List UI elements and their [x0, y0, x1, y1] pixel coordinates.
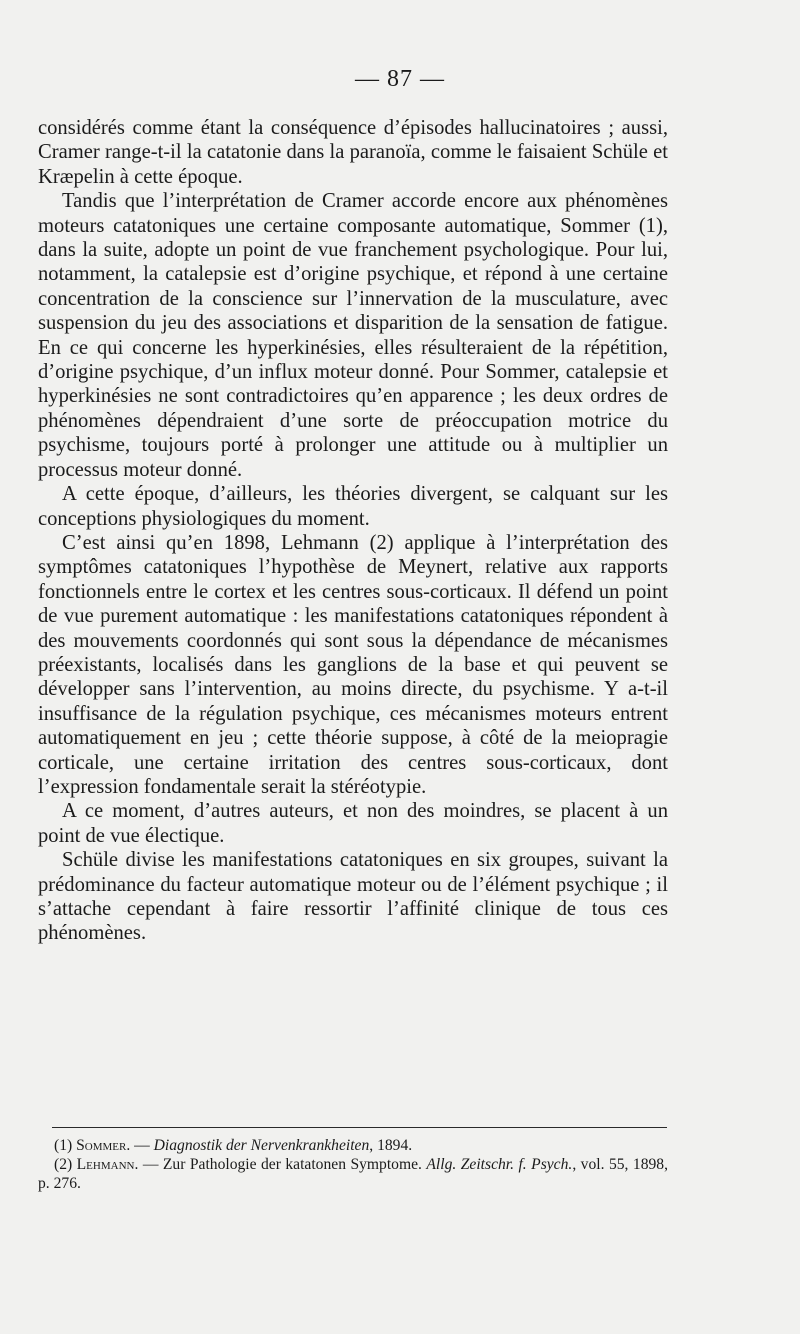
- paragraph-5: A ce moment, d’autres auteurs, et non des moindres, se placent à un point de vue électique.: [38, 800, 668, 847]
- paragraph-1: considérés comme étant la conséquence d’épisodes hallucinatoires ; aussi, Cramer range-t-il la catatonie dans la paranoïa, comme le faisaient Schüle et Kræpelin à cette époque.: [38, 117, 668, 188]
- paragraph-4: C’est ainsi qu’en 1898, Lehmann (2) applique à l’interprétation des symptômes catatoniques l’hypothèse de Meynert, relative aux rapports fonctionnels entre le cortex et les centres sous-corticaux. Il défend un point de vue purement automatique : les manifestations catatoniques répondent à des mouvements coordonnés qui sont sous la dépendance de mécanismes préexistants, localisés dans les ganglions de la base et qui peuvent se développer sans l’intervention, au moins directe, du psychisme. Y a-t-il insuffisance de la régulation psychique, ces mécanismes moteurs entrent automatiquement en jeu ; cette théorie suppose, à côté de la meiopragie corticale, une certaine irritation des centres sous-corticaux, dont l’expression fondamentale serait la stéréotypie.: [38, 531, 668, 798]
- paragraph-2: Tandis que l’interprétation de Cramer accorde encore aux phénomènes moteurs catatoniques une certaine composante automatique, Sommer (1), dans la suite, adopte un point de vue franchement psychologique. Pour lui, notamment, la catalepsie est d’origine psychique, et répond à une certaine concentration de la conscience sur l’innervation de la musculature, avec suspension du jeu des associations et disparition de la sensation de fatigue. En ce qui concerne les hyperkinésies, elles résulteraient de la répétition, d’origine psychique, d’un influx moteur donné. Pour Sommer, catalepsie et hyperkinésies ne sont contradictoires qu’en apparence ; les deux ordres de phénomènes dépendraient d’une sorte de préoccupation motrice du psychisme, toujours porté à prolonger une attitude ou à multiplier un processus moteur donné.: [38, 190, 668, 481]
- footnote-details: , vol. 55, 1898, p. 276.: [38, 1156, 668, 1192]
- footnote-divider: [52, 1127, 667, 1128]
- body-text: [38, 116, 668, 946]
- page-number: — 87 —: [355, 66, 445, 92]
- footnote-1: [38, 1136, 668, 1155]
- footnotes: [38, 1136, 668, 1193]
- footnote-author: Lehmann.: [76, 1156, 139, 1173]
- footnote-2: [38, 1155, 668, 1193]
- footnote-author: Sommer.: [76, 1137, 131, 1154]
- footnote-journal: Allg. Zeitschr. f. Psych.: [426, 1156, 573, 1173]
- paragraph-6: Schüle divise les manifestations catatoniques en six groupes, suivant la prédominance du facteur automatique moteur ou de l’élément psychique ; il s’attache cependant à faire ressortir l’affinité clinique de tous ces phénomènes.: [38, 849, 668, 945]
- footnote-marker: (1): [54, 1137, 73, 1154]
- footnote-separator: —: [130, 1137, 154, 1154]
- footnote-separator: —: [138, 1156, 163, 1173]
- footnote-title: Diagnostik der Nervenkrankheiten: [153, 1137, 370, 1154]
- footnote-details: , 1894.: [369, 1137, 413, 1154]
- paragraph-3: A cette époque, d’ailleurs, les théories divergent, se calquant sur les conceptions physiologiques du moment.: [38, 483, 668, 530]
- footnote-title: Zur Pathologie der katatonen Symptome.: [162, 1156, 427, 1173]
- footnote-marker: (2): [54, 1156, 73, 1173]
